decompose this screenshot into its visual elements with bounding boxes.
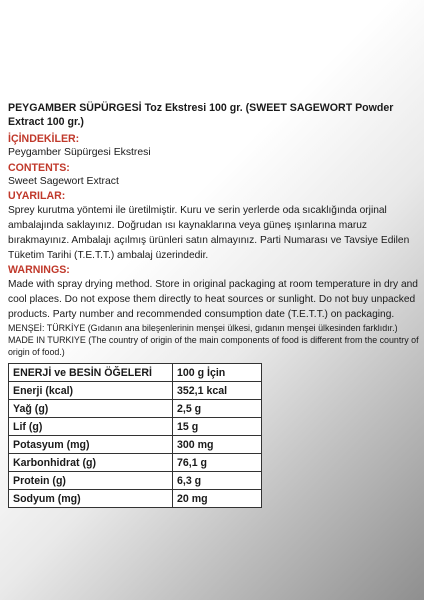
nutrient-value: 76,1 g (173, 454, 262, 472)
product-title: PEYGAMBER SÜPÜRGESİ Toz Ekstresi 100 gr. (SWEET SAGEWORT Powder Extract 100 gr.) (8, 102, 394, 128)
table-row (9, 382, 262, 400)
warnings-en-text: Made with spray drying method. Store in original packaging at room temperature in dry and cool places. Do not expose them directly to heat sources or sunlight. Do not buy unpacked products. Party number and recommended consumption date (T.E.T.T.) on packaging. (8, 279, 418, 320)
nutrient-value: 352,1 kcal (173, 382, 262, 400)
product-label (8, 101, 420, 358)
nutrient-name: Enerji (kcal) (9, 382, 173, 400)
table-row (9, 472, 262, 490)
ingredients-en-heading: CONTENTS: (8, 161, 70, 174)
nutrient-name: Yağ (g) (9, 400, 173, 418)
nutrient-name: Protein (g) (9, 472, 173, 490)
warnings-tr-heading: UYARILAR: (8, 190, 66, 202)
table-row (9, 454, 262, 472)
ingredients-tr-text: Peygamber Süpürgesi Ekstresi (8, 147, 151, 158)
nutrition-header-value: 100 g İçin (173, 364, 262, 382)
nutrient-value: 2,5 g (173, 400, 262, 418)
nutrient-name: Sodyum (mg) (9, 490, 173, 508)
table-row (9, 436, 262, 454)
origin-en-wrap (8, 334, 420, 358)
nutrient-value: 20 mg (173, 490, 262, 508)
origin-tr: MENŞEİ: TÜRKİYE (Gıdanın ana bileşenlerinin menşei ülkesi, gıdanın menşei ülkesinden farklıdır.) (8, 323, 398, 333)
nutrient-value: 15 g (173, 418, 262, 436)
table-row (9, 418, 262, 436)
origin-en: MADE IN TURKIYE (The country of origin of the main components of food is different from the country of origin of food.) (8, 335, 419, 357)
table-row (9, 490, 262, 508)
nutrient-name: Potasyum (mg) (9, 436, 173, 454)
warnings-tr-text: Sprey kurutma yöntemi ile üretilmiştir. Kuru ve serin yerlerde oda sıcaklığında orjinal ambalajında saklayınız. Doğrudan ısı kaynaklarına veya güneş ışınlarına maruz bırakmayınız. Ambalajı açılmış ürünleri satın almayınız. Parti Numarası ve Tavsiye Edilen Tüketim Tarihi (T.E.T.T.) ambalaj üzerindedir. (8, 205, 410, 261)
nutrition-table (8, 363, 262, 508)
nutrient-name: Karbonhidrat (g) (9, 454, 173, 472)
ingredients-en-text: Sweet Sagewort Extract (8, 175, 119, 187)
ingredients-tr-heading: İÇİNDEKİLER: (8, 133, 80, 145)
nutrition-header-row (9, 364, 262, 382)
warnings-en-heading: WARNINGS: (8, 264, 70, 276)
nutrient-value: 6,3 g (173, 472, 262, 490)
nutrient-value: 300 mg (173, 436, 262, 454)
nutrient-name: Lif (g) (9, 418, 173, 436)
table-row (9, 400, 262, 418)
nutrition-header-name: ENERJİ ve BESİN ÖĞELERİ (9, 364, 173, 382)
